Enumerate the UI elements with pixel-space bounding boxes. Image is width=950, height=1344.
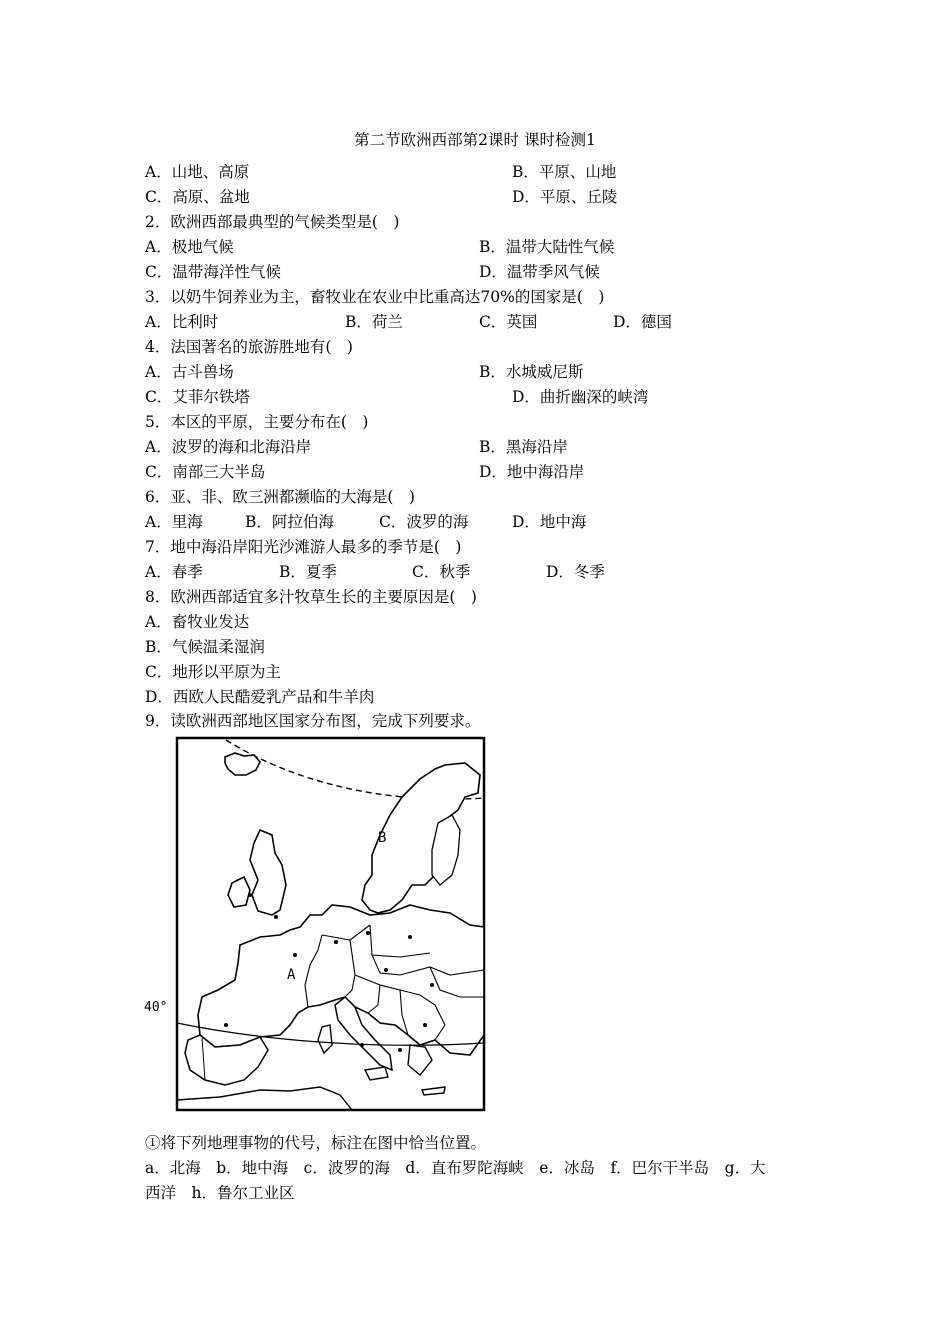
q8-option-a: A．畜牧业发达: [145, 613, 250, 631]
q3-option-c: C．英国: [479, 313, 538, 331]
latitude-label: 40°: [144, 1000, 168, 1015]
q5-option-b: B．黑海沿岸: [479, 438, 568, 456]
q6-option-d: D．地中海: [512, 513, 587, 531]
q7-option-d: D．冬季: [546, 563, 605, 581]
sardinia-shape: [318, 1025, 332, 1053]
q7-option-a: A．春季: [145, 563, 203, 581]
q3-option-a: A．比利时: [145, 313, 219, 331]
q5-option-a: A．波罗的海和北海沿岸: [145, 438, 312, 456]
crete-shape: [422, 1087, 445, 1095]
q1-option-a: A．山地、高原: [145, 163, 250, 181]
ireland-shape: [228, 877, 250, 907]
iceland-shape: [225, 753, 260, 775]
q9-1-instruction: ①将下列地理事物的代号，标注在图中恰当位置。: [145, 1134, 487, 1152]
q6-option-a: A．里海: [145, 513, 203, 531]
q8-option-d: D．西欧人民酷爱乳产品和牛羊肉: [145, 688, 375, 706]
q3-stem: 3．以奶牛饲养业为主，畜牧业在农业中比重高达70%的国家是( ): [145, 288, 605, 306]
map-label-b: B: [378, 830, 387, 846]
europe-map: [140, 735, 495, 1115]
q9-1-items-line1: a．北海 b．地中海 c．波罗的海 d．直布罗陀海峡 e．冰岛 f．巴尔干半岛 g．大: [145, 1159, 766, 1177]
q2-option-c: C．温带海洋性气候: [145, 263, 281, 281]
q8-option-b: B．气候温柔湿润: [145, 638, 265, 656]
q9-1-items-line2: 西洋 h．鲁尔工业区: [145, 1184, 295, 1202]
q5-option-c: C．南部三大半岛: [145, 463, 266, 481]
q8-option-c: C．地形以平原为主: [145, 663, 281, 681]
britain-shape: [250, 830, 286, 915]
page-title: 第二节欧洲西部第2课时 课时检测1: [354, 131, 596, 149]
q2-stem: 2．欧洲西部最典型的气候类型是( ): [145, 213, 400, 231]
q3-option-d: D．德国: [613, 313, 672, 331]
q6-option-b: B．阿拉伯海: [245, 513, 334, 531]
q2-option-d: D．温带季风气候: [479, 263, 600, 281]
q5-option-d: D．地中海沿岸: [479, 463, 585, 481]
q8-stem: 8．欧洲西部适宜多汁牧草生长的主要原因是( ): [145, 588, 477, 606]
sicily-shape: [365, 1067, 388, 1080]
q1-option-d: D．平原、丘陵: [512, 188, 618, 206]
q3-option-b: B．荷兰: [345, 313, 403, 331]
q9-stem: 9．读欧洲西部地区国家分布图，完成下列要求。: [145, 712, 481, 730]
q6-stem: 6．亚、非、欧三洲都濒临的大海是( ): [145, 488, 415, 506]
continental-europe-shape: [198, 905, 484, 1055]
q1-option-b: B．平原、山地: [512, 163, 617, 181]
q7-stem: 7．地中海沿岸阳光沙滩游人最多的季节是( ): [145, 538, 462, 556]
q7-option-b: B．夏季: [279, 563, 337, 581]
q4-option-b: B．水城威尼斯: [479, 363, 584, 381]
q2-option-b: B．温带大陆性气候: [479, 238, 615, 256]
africa-coast: [177, 1087, 352, 1110]
q5-stem: 5．本区的平原，主要分布在( ): [145, 413, 369, 431]
q1-option-c: C．高原、盆地: [145, 188, 250, 206]
q4-stem: 4．法国著名的旅游胜地有( ): [145, 338, 353, 356]
greece-shape: [408, 1045, 432, 1075]
q6-option-c: C．波罗的海: [379, 513, 469, 531]
q2-option-a: A．极地气候: [145, 238, 234, 256]
q7-option-c: C．秋季: [412, 563, 471, 581]
q4-option-c: C．艾菲尔铁塔: [145, 388, 250, 406]
q4-option-a: A．古斗兽场: [145, 363, 234, 381]
q4-option-d: D．曲折幽深的峡湾: [512, 388, 649, 406]
map-label-a: A: [287, 967, 296, 983]
